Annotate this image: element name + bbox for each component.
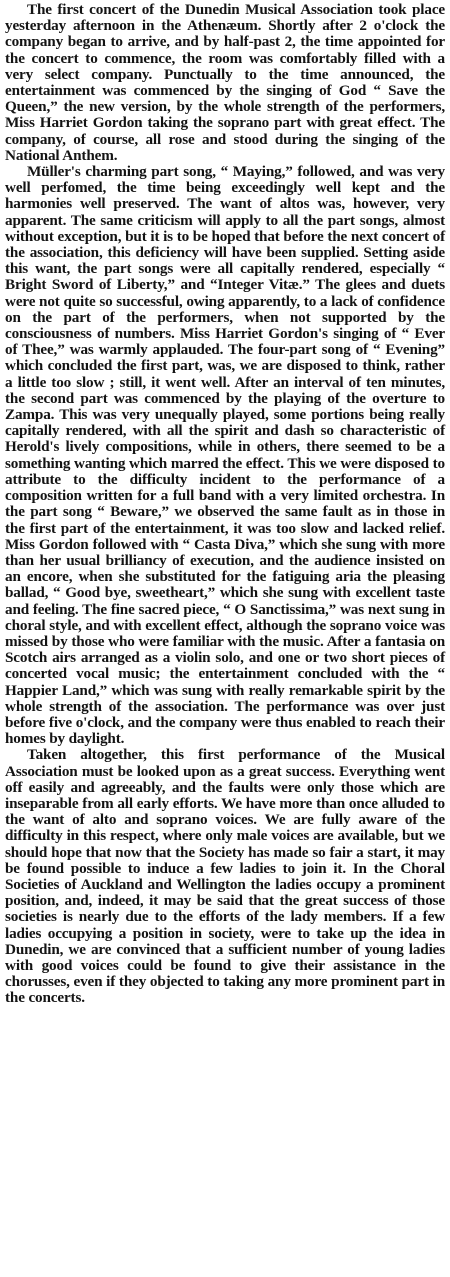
article-paragraph-1: The first concert of the Dunedin Musical Association took place yesterday afternoon in the Athenæum. Shortly after 2 o'clock the company began to arrive, and by half-past 2, the time appointed for the concert to commence, the room was comfortably filled with a very select company. Punctually to the time announced, the entertainment was commenced by the singing of God “ Save the Queen,” the new version, by the whole strength of the performers, Miss Harriet Gordon taking the soprano part with great effect. The company, of course, all rose and stood during the singing of the National Anthem. xyxy=(5,1,445,164)
article-paragraph-3: Taken altogether, this first performance of the Musical Association must be looked upon as a great success. Everything went off easily and agreeably, and the faults were only those which are inseparable from all early efforts. We have more than once alluded to the want of alto and soprano voices. We are fully aware of the difficulty in this respect, where only male voices are available, but we should hope that now that the Society has made so fair a start, it may be found possible to induce a few ladies to join it. In the Choral Societies of Auckland and Wellington the ladies occupy a prominent position, and, indeed, it may be said that the great success of those societies is nearly due to the efforts of the lady members. If a few ladies occupying a position in society, were to take up the idea in Dunedin, we are convinced that a sufficient number of young ladies with good voices could be found to give their assistance in the chorusses, even if they objected to taking any more prominent part in the concerts. xyxy=(5,746,445,1007)
newspaper-article xyxy=(5,2,445,1007)
article-paragraph-2: Müller's charming part song, “ Maying,” followed, and was very well perfomed, the time being exceedingly well kept and the harmonies well preserved. The want of altos was, however, very apparent. The same criticism will apply to all the part songs, almost without exception, but it is to be hoped that before the next concert of the association, this deficiency will have been supplied. Setting aside this want, the part songs were all capitally rendered, especially “ Bright Sword of Liberty,” and “Integer Vitæ.” The glees and duets were not quite so successful, owing apparently, to a lack of confidence on the part of the performers, when not supported by the consciousness of numbers. Miss Harriet Gordon's singing of “ Ever of Thee,” was warmly applauded. The four-part song of “ Evening” which concluded the first part, was, we are disposed to think, rather a little too slow ; still, it went well. After an interval of ten minutes, the second part was commenced by the playing of the overture to Zampa. This was very unequally played, some portions being really capitally rendered, with all the spirit and dash so characteristic of Herold's lively compositions, while in others, there seemed to be a something wanting which marred the effect. This we were disposed to attribute to the difficulty incident to the performance of a composition written for a full band with a very limited orchestra. In the part song “ Beware,” we observed the same fault as in those in the first part of the entertainment, it was too slow and lacked relief. Miss Gordon followed with “ Casta Diva,” which she sung with more than her usual brilliancy of execution, and the audience insisted on an encore, when she substituted for the fatiguing aria the pleasing ballad, “ Good bye, sweetheart,” which she sung with excellent taste and feeling. The fine sacred piece, “ O Sanctissima,” was next sung in choral style, and with excellent effect, although the soprano voice was missed by those who were familiar with the music. After a fantasia on Scotch airs arranged as a violin solo, and one or two short pieces of concerted vocal music; the entertainment concluded with the “ Happier Land,” which was sung with really remarkable spirit by the whole strength of the association. The performance was over just before five o'clock, and the company were thus enabled to reach their homes by daylight. xyxy=(5,163,445,748)
